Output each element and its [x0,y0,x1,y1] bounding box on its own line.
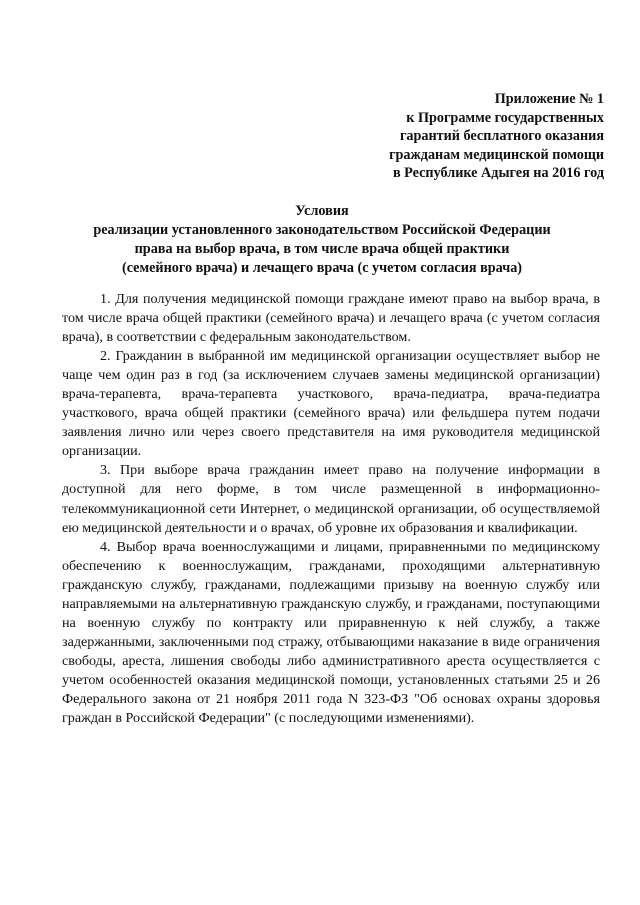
document-body [62,290,600,728]
paragraph-2: 2. Гражданин в выбранной им медицинской организации осуществляет выбор не чаще чем один раз в год (за исключением случаев замены медицинской организации) врача-терапевта, врача-терапевта участкового, врача-педиатра, врача-педиатра участкового, врача общей практики (семейного врача) или фельдшера путем подачи заявления лично или через своего представителя на имя руководителя медицинской организации. [62,348,600,460]
paragraph-3: 3. При выборе врача гражданин имеет право на получение информации в доступной для него форме, в том числе размещенной в информационно-телекоммуникационной сети Интернет, о медицинской организации, об осуществляемой ею медицинской деятельности и о врачах, об уровне их образования и квалификации. [62,462,600,536]
appendix-line: в Республике Адыгея на 2016 год [392,165,604,182]
title-line: (семейного врача) и лечащего врача (с учетом согласия врача) [121,260,523,276]
appendix-line: гражданам медицинской помощи [389,146,604,163]
document-title [40,202,604,278]
appendix-line: к Программе государственных [406,109,604,126]
title-line: реализации установленного законодательством Российской Федерации [93,222,551,238]
title-line: Условия [295,203,349,219]
appendix-line: Приложение № 1 [494,91,604,107]
appendix-line: гарантий бесплатного оказания [399,128,604,145]
appendix-header [389,90,604,183]
title-line: права на выбор врача, в том числе врача общей практики [134,241,510,257]
paragraph-1: 1. Для получения медицинской помощи граждане имеют право на выбор врача, в том числе врача общей практики (семейного врача) и лечащего врача (с учетом согласия врача), в соответствии с федеральным законодательством. [62,291,600,346]
paragraph-4: 4. Выбор врача военнослужащими и лицами, приравненными по медицинскому обеспечению к военнослужащим, гражданами, проходящими альтернативную гражданскую службу, гражданами, подлежащими призыву на военную службу или направляемыми на альтернативную гражданскую службу, и гражданами, поступающими на военную службу по контракту или приравненную к ней службу, а также задержанными, заключенными под стражу, отбывающими наказание в виде ограничения свободы, ареста, лишения свободы либо административного ареста осуществляется с учетом особенностей оказания медицинской помощи, установленных статьями 25 и 26 Федерального закона от 21 ноября 2011 года N 323-ФЗ "Об основах охраны здоровья граждан в Российской Федерации" (с последующими изменениями). [62,538,600,727]
